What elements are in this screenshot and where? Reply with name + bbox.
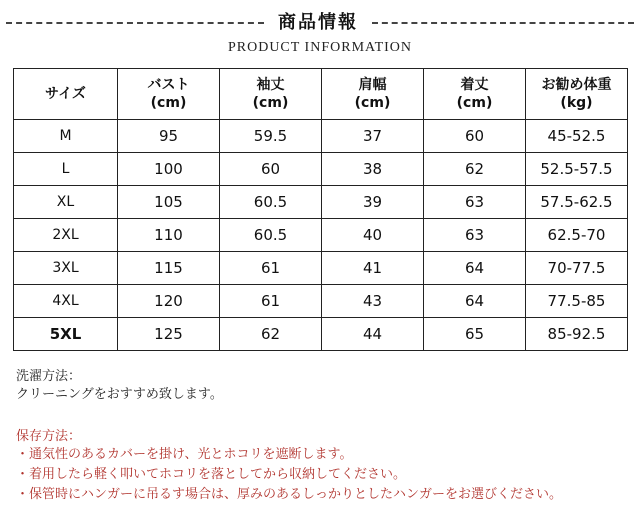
header-shoulder: 肩幅 (cm) [322,69,424,120]
table-row [14,186,628,219]
shoulder-cell: 43 [322,285,424,318]
header-divider-right [372,22,634,24]
weight-cell: 45-52.5 [526,120,628,153]
size-cell: L [14,153,118,186]
weight-cell: 85-92.5 [526,318,628,351]
header-length: 着丈 (cm) [424,69,526,120]
weight-cell: 52.5-57.5 [526,153,628,186]
sleeve-cell: 60.5 [220,219,322,252]
bust-cell: 125 [118,318,220,351]
length-cell: 64 [424,285,526,318]
size-cell: XL [14,186,118,219]
table-header-row [14,69,628,120]
bust-cell: 100 [118,153,220,186]
storage-heading: 保存方法： [16,429,82,444]
shoulder-cell: 38 [322,153,424,186]
storage-note: ・着用したら軽く叩いてホコリを落としてから収納してください。 [16,467,407,482]
weight-cell: 70-77.5 [526,252,628,285]
size-cell: 2XL [14,219,118,252]
size-cell: 5XL [14,318,118,351]
length-cell: 62 [424,153,526,186]
header-divider-left [6,22,264,24]
size-table [13,68,628,351]
bust-cell: 105 [118,186,220,219]
table-row [14,120,628,153]
washing-heading: 洗濯方法： [16,369,82,384]
weight-cell: 62.5-70 [526,219,628,252]
length-cell: 65 [424,318,526,351]
header-bust: バスト (cm) [118,69,220,120]
weight-cell: 57.5-62.5 [526,186,628,219]
size-cell: M [14,120,118,153]
size-cell: 4XL [14,285,118,318]
length-cell: 64 [424,252,526,285]
sleeve-cell: 59.5 [220,120,322,153]
bust-cell: 115 [118,252,220,285]
table-row [14,153,628,186]
sleeve-cell: 61 [220,285,322,318]
page-title: 商品情報 [278,12,358,33]
shoulder-cell: 41 [322,252,424,285]
shoulder-cell: 37 [322,120,424,153]
header-sleeve: 袖丈 (cm) [220,69,322,120]
shoulder-cell: 40 [322,219,424,252]
sleeve-cell: 60.5 [220,186,322,219]
bust-cell: 120 [118,285,220,318]
length-cell: 60 [424,120,526,153]
table-row [14,252,628,285]
bust-cell: 95 [118,120,220,153]
product-info-header [0,8,640,40]
length-cell: 63 [424,219,526,252]
length-cell: 63 [424,186,526,219]
bust-cell: 110 [118,219,220,252]
sleeve-cell: 61 [220,252,322,285]
sleeve-cell: 62 [220,318,322,351]
weight-cell: 77.5-85 [526,285,628,318]
washing-text: クリーニングをおすすめ致します。 [16,387,223,402]
size-cell: 3XL [14,252,118,285]
table-row [14,285,628,318]
storage-note: ・保管時にハンガーに吊るす場合は、厚みのあるしっかりとしたハンガーをお選びください。 [16,487,563,502]
table-row [14,318,628,351]
shoulder-cell: 44 [322,318,424,351]
shoulder-cell: 39 [322,186,424,219]
storage-note: ・通気性のあるカバーを掛け、光とホコリを遮断します。 [16,447,353,462]
page-subtitle: PRODUCT INFORMATION [227,40,413,55]
sleeve-cell: 60 [220,153,322,186]
header-size: サイズ [14,69,118,120]
table-row [14,219,628,252]
header-weight: お勧め体重 (kg) [526,69,628,120]
